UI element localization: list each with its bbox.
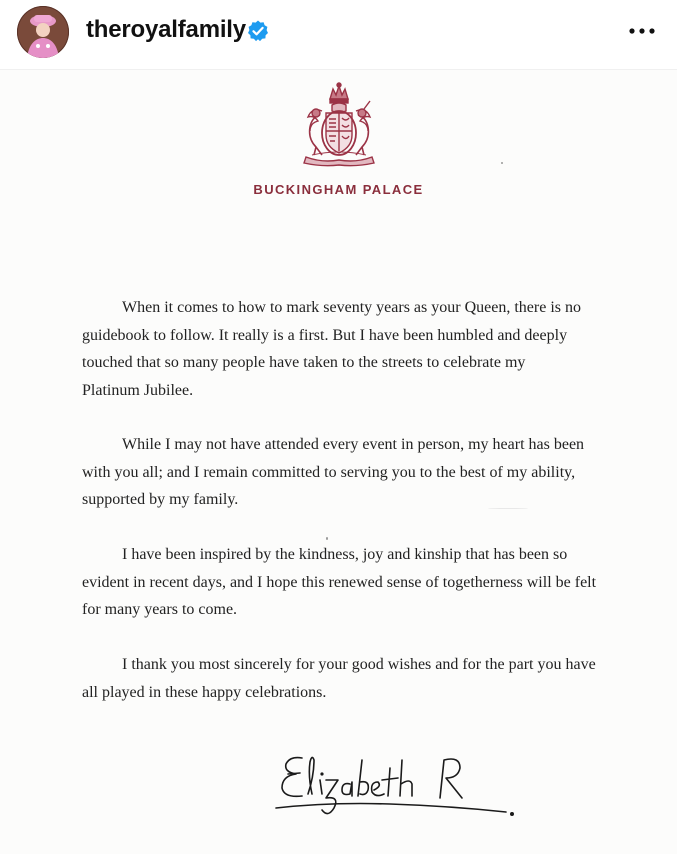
verified-badge-icon (246, 19, 270, 43)
letter-line: Platinum Jubilee. (82, 381, 194, 399)
letter-line: I have been inspired by the kindness, joy and kinship that has been so (122, 546, 568, 563)
letter-line: guidebook to follow. It really is a first. But I have been humbled and deeply (82, 326, 568, 344)
avatar[interactable] (17, 6, 69, 58)
letter-line: While I may not have attended every event in person, my heart has been (122, 436, 585, 453)
letter-paragraph (82, 294, 622, 404)
more-options-icon (629, 28, 655, 34)
letter-line: all played in these happy celebrations. (82, 683, 327, 701)
paper-speck (326, 537, 328, 540)
avatar-queen-icon (17, 6, 69, 58)
letter-paragraph (82, 541, 622, 624)
letter-line: for many years to come. (82, 601, 238, 618)
letter-line: I thank you most sincerely for your good wishes and for the part you have (122, 656, 596, 673)
letter-line: supported by my family. (82, 491, 239, 508)
royal-coat-of-arms-icon (292, 81, 386, 167)
username[interactable]: theroyalfamily (86, 16, 246, 43)
letter-line: with you all; and I remain committed to serving you to the best of my ability, (82, 463, 576, 481)
post-header (0, 0, 677, 70)
letter-paragraph (82, 431, 622, 514)
more-options-button[interactable] (622, 16, 662, 46)
letter-line: When it comes to how to mark seventy years as your Queen, there is no (122, 299, 581, 316)
letter-paragraph (82, 651, 622, 706)
post-image-letter[interactable] (0, 70, 677, 854)
handwritten-signature (270, 746, 520, 826)
paper-speck (488, 508, 528, 509)
letterhead-title: BUCKINGHAM PALACE (253, 182, 424, 197)
letter-line: evident in recent days, and I hope this renewed sense of togetherness will be felt (82, 573, 597, 591)
paper-speck (501, 162, 503, 164)
letter-line: touched that so many people have taken to the streets to celebrate my (82, 354, 526, 371)
